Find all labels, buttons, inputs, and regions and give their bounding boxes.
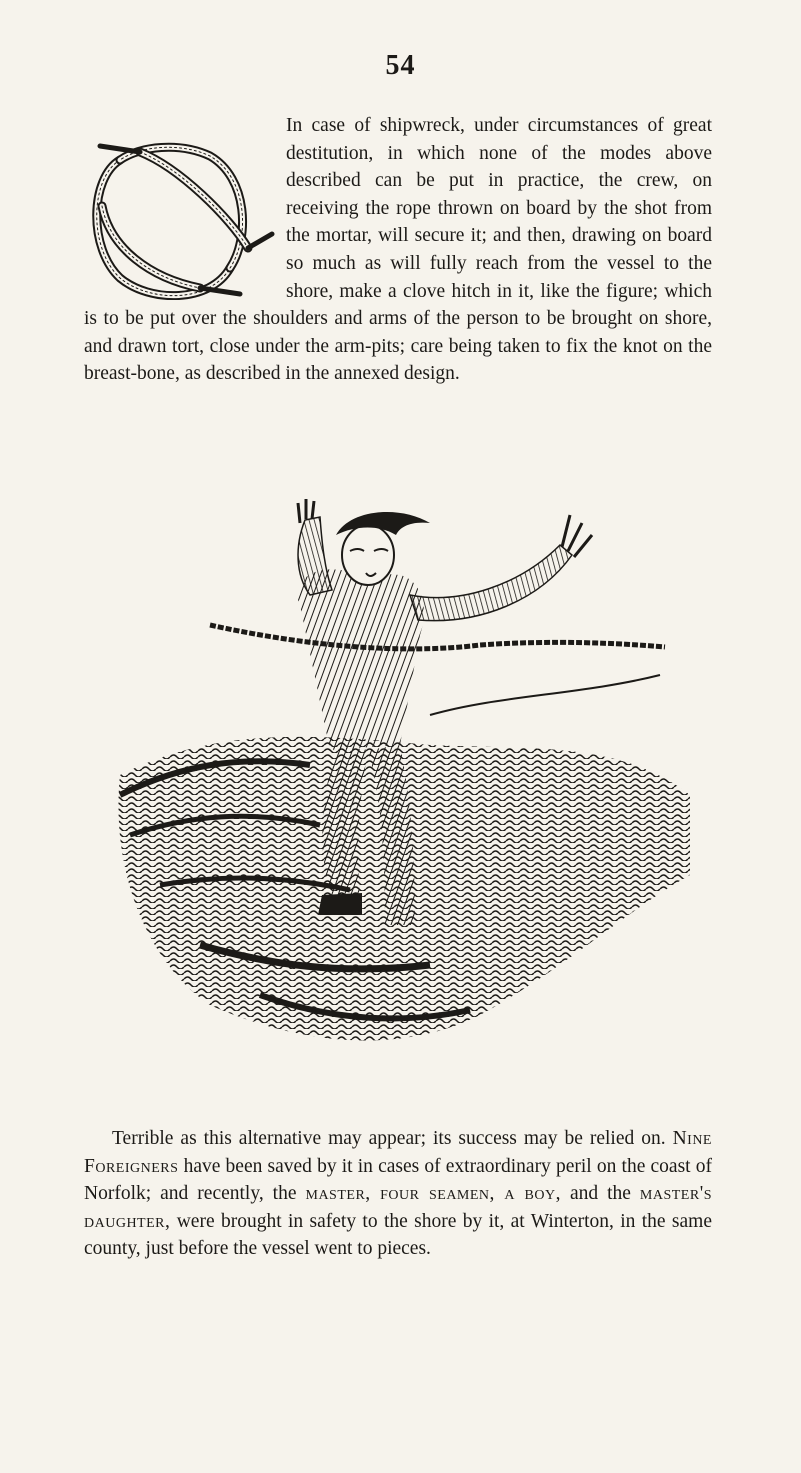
text-part-3: and the [560, 1183, 640, 1205]
crew-text: master, four seamen, a boy, [305, 1183, 561, 1205]
paragraph-success-text [84, 1125, 712, 1263]
clove-hitch-knot-figure [80, 138, 276, 300]
nine-foreigners-text: Nine Foreigners [84, 1128, 712, 1177]
clove-hitch-icon [80, 138, 276, 300]
text-part-4: were brought in safety to the shore by it, at Winterton, in the same county, just before the vessel went to pieces. [84, 1210, 712, 1260]
paragraph-success [84, 1125, 712, 1263]
text-part-2: have been saved by it in cases of extraordinary peril on the coast of Norfolk; and recently, the [84, 1155, 712, 1205]
person-hauled-through-surf-icon [100, 495, 700, 1065]
masters-daughter-text: master's daughter, [84, 1183, 712, 1232]
page-number: 54 [385, 50, 416, 81]
paragraph-shipwreck [84, 112, 712, 388]
paragraph-shipwreck-text: In case of shipwreck, under circumstances of great destitution, in which none of the modes above described can be put in practice, the crew, on receiving the rope thrown on board by the shot from the mortar, will secure it; and then, drawing on board so much as will fully reach from the vessel to the shore, make a clove hitch in it, like the figure; which is to be put over the shoulders and arms of the person to be brought on shore, and drawn tort, close under the arm-pits; care being taken to fix the knot on the breast-bone, as described in the annexed design. [84, 115, 712, 385]
text-part-1: Terrible as this alternative may appear; its success may be relied on. [112, 1128, 673, 1149]
person-in-surf-illustration [100, 495, 700, 1065]
